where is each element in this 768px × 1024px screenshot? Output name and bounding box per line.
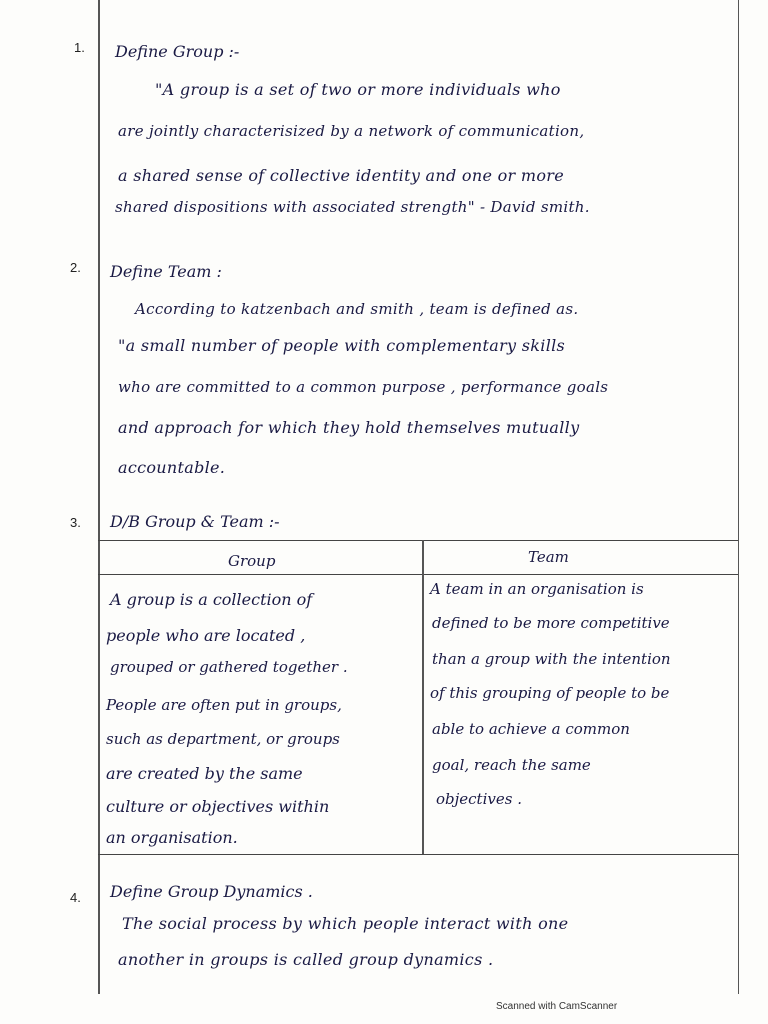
group-cell-line-7: culture or objectives within: [106, 797, 330, 816]
section-2-line-1: According to katzenbach and smith , team is defined as.: [135, 300, 579, 318]
section-2-line-3: who are committed to a common purpose , performance goals: [118, 378, 609, 396]
group-cell-line-5: such as department, or groups: [106, 730, 340, 748]
section-1-line-3: a shared sense of collective identity and one or more: [118, 166, 565, 185]
team-cell-line-4: of this grouping of people to be: [430, 684, 670, 702]
section-2-line-5: accountable.: [118, 458, 226, 477]
team-cell-line-5: able to achieve a common: [432, 720, 630, 738]
section-2-line-4: and approach for which they hold themselves mutually: [118, 418, 580, 437]
table-top-border: [98, 540, 738, 541]
scanner-footer: Scanned with CamScanner: [496, 1001, 618, 1012]
group-cell-line-2: people who are located ,: [106, 626, 306, 645]
section-2-heading: Define Team :: [110, 262, 222, 281]
table-header-group: Group: [228, 552, 276, 570]
section-3-number: 3.: [70, 515, 81, 530]
group-cell-line-3: grouped or gathered together .: [110, 658, 348, 676]
table-header-team: Team: [528, 548, 569, 566]
section-1-number: 1.: [74, 40, 85, 55]
table-bottom-border: [98, 854, 738, 855]
team-cell-line-1: A team in an organisation is: [430, 580, 644, 598]
section-3-heading: D/B Group & Team :-: [110, 512, 280, 531]
right-edge-line: [738, 0, 739, 994]
margin-line: [98, 0, 100, 994]
section-4-line-2: another in groups is called group dynamics .: [118, 950, 494, 969]
section-1-heading: Define Group :-: [115, 42, 240, 61]
table-header-divider: [98, 574, 738, 575]
section-2-number: 2.: [70, 260, 81, 275]
team-cell-line-3: than a group with the intention: [432, 650, 671, 668]
table-column-divider: [422, 540, 424, 854]
section-4-number: 4.: [70, 890, 81, 905]
section-4-heading: Define Group Dynamics .: [110, 882, 313, 901]
team-cell-line-2: defined to be more competitive: [432, 614, 670, 632]
group-cell-line-1: A group is a collection of: [110, 590, 313, 609]
group-cell-line-6: are created by the same: [106, 764, 303, 783]
group-cell-line-4: People are often put in groups,: [106, 696, 342, 714]
section-4-line-1: The social process by which people interact with one: [122, 914, 569, 933]
section-1-line-2: are jointly characterisized by a network of communication,: [118, 122, 585, 140]
section-2-line-2: "a small number of people with complementary skills: [118, 336, 566, 355]
team-cell-line-7: objectives .: [436, 790, 522, 808]
group-cell-line-8: an organisation.: [106, 828, 238, 847]
section-1-line-1: "A group is a set of two or more individuals who: [155, 80, 561, 99]
team-cell-line-6: goal, reach the same: [432, 756, 591, 774]
section-1-line-4: shared dispositions with associated strength" - David smith.: [115, 198, 590, 216]
